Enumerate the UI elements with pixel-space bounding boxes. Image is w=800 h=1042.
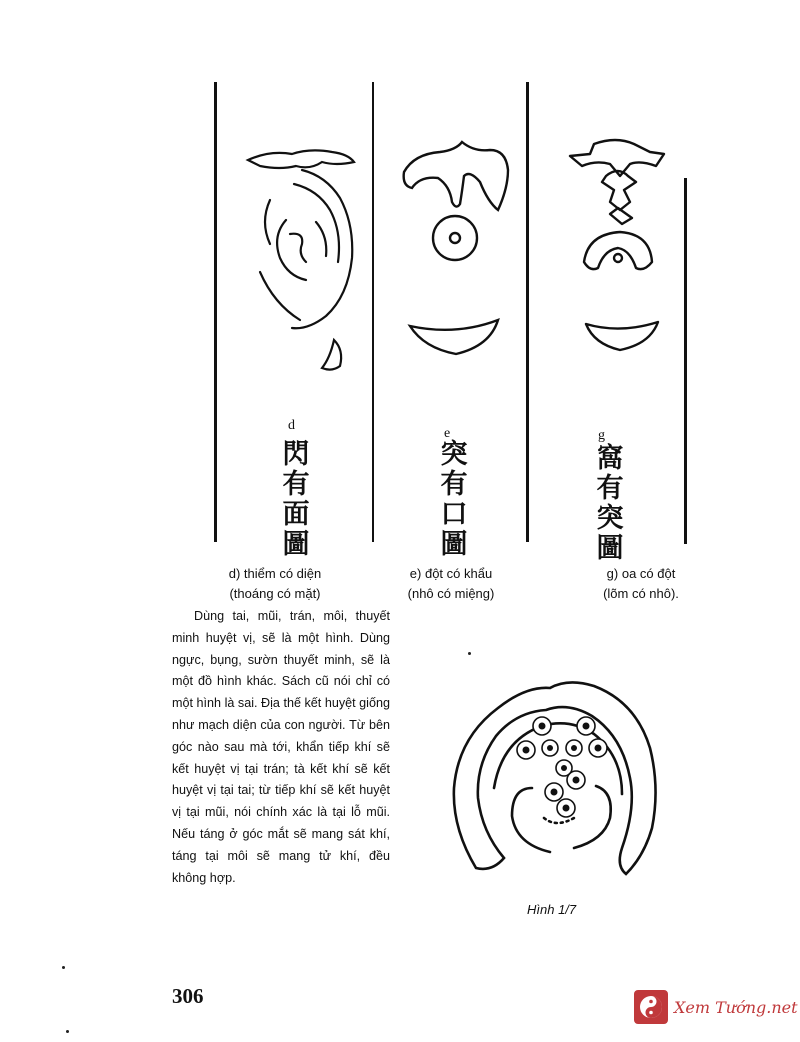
figure-e-letter: e [444, 426, 451, 441]
figure-caption: Hình 1/7 [527, 902, 577, 917]
yin-yang-icon [634, 990, 668, 1024]
frame-line-left [214, 82, 217, 542]
frame-line-center-right [526, 82, 529, 542]
watermark-text: Xem Tướng.net [674, 997, 798, 1017]
figure-d-drawing [230, 140, 370, 380]
page-number: 306 [172, 984, 204, 1008]
figure-d-cjk: 閃有面圖 [282, 439, 310, 560]
figure-e-drawing [398, 140, 522, 380]
figure-g-caption-line2: (lõm có nhô). [603, 586, 679, 601]
frame-line-center-left [372, 82, 374, 542]
figure-g-drawing [560, 130, 680, 370]
figure-e-caption-line1: e) đột có khẩu [409, 566, 493, 581]
print-speck [62, 966, 65, 969]
watermark [634, 990, 798, 1024]
figure-g-caption [566, 564, 716, 604]
figure-g-cjk: 窩有突圖 [596, 443, 624, 564]
body-text [172, 606, 390, 889]
body-paragraph: Dùng tai, mũi, trán, môi, thuyết minh huyệt vị, sẽ là một hình. Dùng ngực, bụng, sườn thuyết minh, sẽ là một đồ hình khác. Sách cũ nói chỉ có một hình là sai. Địa thế kết huyệt giống như mạch diện của con người. Từ bên góc nào sau mà tới, khẩn tiếp khí sẽ kết huyệt vị tại trán; tà kết khí sẽ kết huyệt vị tại tai; từ tiếp khí sẽ kết huyệt vị tại mũi, nói chính xác là tại lỗ mũi. Nếu táng ở góc mắt sẽ mang sát khí, táng tại môi sẽ mang tử khí, đều không hợp. [172, 609, 390, 885]
figure-d-letter: d [288, 418, 295, 433]
figure-d-caption [200, 564, 350, 604]
figure-d-caption-line2: (thoáng có mặt) [229, 586, 321, 601]
figure-e-cjk: 突有口圖 [440, 439, 468, 560]
figure-g-letter: g [598, 428, 605, 443]
print-speck [66, 1030, 69, 1033]
figure-d-caption-line1: d) thiểm có diện [228, 566, 322, 581]
figure-g-caption-line1: g) oa có đột [606, 566, 676, 581]
figure-e-caption [376, 564, 526, 604]
print-speck [468, 652, 471, 655]
figure-1-7-drawing [446, 668, 666, 888]
figure-e-caption-line2: (nhô có miệng) [407, 586, 495, 601]
frame-line-right [684, 178, 687, 544]
